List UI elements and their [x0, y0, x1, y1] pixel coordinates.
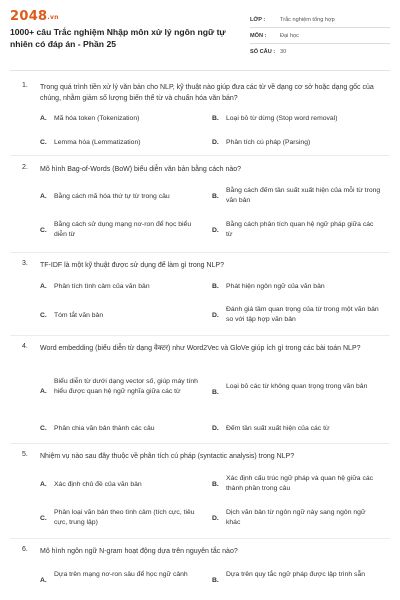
- option-text: Phát hiện ngôn ngữ của văn bản: [226, 283, 325, 290]
- question-number: 6.: [22, 546, 28, 553]
- option-text: Bằng cách đếm tần suất xuất hiện của mỗi từ trong văn bản: [226, 187, 381, 204]
- question-divider: [10, 155, 390, 156]
- option-text: Phân tích tình cảm của văn bản: [54, 283, 150, 290]
- option-text: Phân chia văn bản thành các câu: [54, 425, 155, 432]
- option-text: Loại bỏ các từ không quan trọng trong văn bản: [226, 383, 368, 390]
- option-text: Xác định cấu trúc ngữ pháp và quan hệ giữa các thành phần trong câu: [226, 475, 374, 492]
- option-letter: D.: [212, 425, 219, 432]
- option-text: Dựa trên mạng nơ-ron sâu để học ngữ cảnh: [54, 571, 188, 578]
- question-divider: [10, 335, 390, 336]
- question-text: Nhiệm vụ nào sau đây thuộc về phân tích cú pháp (syntactic analysis) trong NLP?: [40, 453, 295, 460]
- meta-label: LỚP :: [250, 16, 266, 23]
- option-text: Tóm tắt văn bản: [54, 312, 104, 319]
- meta-table: [250, 12, 390, 60]
- meta-row-class: [250, 12, 390, 28]
- option-text: Loại bỏ từ dừng (Stop word removal): [226, 115, 338, 122]
- question-number: 4.: [22, 343, 28, 350]
- option-text: Đánh giá tầm quan trọng của từ trong một văn bản so với tập hợp văn bản: [226, 306, 379, 323]
- meta-value: Trắc nghiệm tổng hợp: [280, 16, 335, 23]
- option-text: Bằng cách mã hóa thứ tự từ trong câu: [54, 193, 170, 200]
- option-text: Phân tích cú pháp (Parsing): [226, 139, 311, 146]
- question-divider: [10, 443, 390, 444]
- logo-text: 2048: [10, 9, 48, 24]
- option-letter: B.: [212, 115, 219, 122]
- question-text: Word embedding (biểu diễn từ dạng वेक्टर) như Word2Vec và GloVe giúp ích gì trong các bài toán NLP?: [40, 345, 361, 352]
- question-number: 1.: [22, 82, 28, 89]
- option-letter: A.: [40, 481, 47, 488]
- question-text: Mô hình ngôn ngữ N-gram hoạt động dựa trên nguyên tắc nào?: [40, 548, 238, 555]
- option-letter: C.: [40, 515, 47, 522]
- question-text: Trong quá trình tiền xử lý văn bản cho NLP, kỹ thuật nào giúp đưa các từ về dạng cơ sở hoặc dạng gốc của chúng, nhằm giảm số lượng biến thể từ và chuẩn hóa văn bản?: [40, 84, 374, 102]
- option-letter: C.: [40, 312, 47, 319]
- meta-row-subject: [250, 28, 390, 44]
- option-letter: A.: [40, 283, 47, 290]
- option-letter: A.: [40, 115, 47, 122]
- option-letter: C.: [40, 425, 47, 432]
- meta-label: SỐ CÂU :: [250, 49, 276, 55]
- option-text: Xác định chủ đề của văn bản: [54, 481, 142, 488]
- option-text: Biểu diễn từ dưới dạng vector số, giúp máy tính hiểu được quan hệ ngữ nghĩa giữa các từ: [54, 378, 198, 395]
- meta-label: MÔN :: [250, 32, 267, 39]
- meta-value: Đại học: [280, 32, 299, 39]
- option-letter: B.: [212, 577, 219, 584]
- option-text: Dựa trên quy tắc ngữ pháp được lập trình sẵn: [226, 571, 366, 578]
- question-text: Mô hình Bag-of-Words (BoW) biểu diễn văn bản bằng cách nào?: [40, 166, 242, 173]
- option-text: Phân loại văn bản theo tình cảm (tích cực, tiêu cực, trung lập): [54, 509, 195, 526]
- option-letter: B.: [212, 193, 219, 200]
- page-title: 1000+ câu Trắc nghiệm Nhập môn xử lý ngôn ngữ tự nhiên có đáp án - Phần 25: [10, 27, 226, 49]
- option-letter: A.: [40, 577, 47, 584]
- option-text: Dịch văn bản từ ngôn ngữ này sang ngôn ngữ khác: [226, 509, 366, 526]
- question-text: TF-IDF là một kỹ thuật được sử dụng để làm gì trong NLP?: [40, 262, 224, 269]
- option-letter: D.: [212, 139, 219, 146]
- header-divider: [10, 70, 390, 71]
- site-logo[interactable]: [10, 9, 59, 24]
- option-letter: B.: [212, 389, 219, 396]
- option-letter: C.: [40, 227, 47, 234]
- question-number: 2.: [22, 164, 28, 171]
- question-number: 5.: [22, 451, 28, 458]
- option-letter: D.: [212, 515, 219, 522]
- option-letter: D.: [212, 227, 219, 234]
- option-text: Bằng cách sử dụng mạng nơ-ron để học biểu diễn từ: [54, 221, 192, 238]
- question-divider: [10, 252, 390, 253]
- logo-suffix: .vn: [47, 14, 59, 21]
- question-number: 3.: [22, 260, 28, 267]
- question-divider: [10, 538, 390, 539]
- document-header: [0, 0, 400, 66]
- option-letter: B.: [212, 481, 219, 488]
- option-letter: A.: [40, 388, 47, 395]
- option-text: Lemma hóa (Lemmatization): [54, 139, 141, 146]
- option-text: Mã hóa token (Tokenization): [54, 115, 140, 122]
- option-letter: B.: [212, 283, 219, 290]
- option-text: Đếm tần suất xuất hiện của các từ: [226, 425, 330, 432]
- option-letter: C.: [40, 139, 47, 146]
- option-letter: A.: [40, 193, 47, 200]
- meta-value: 30: [280, 49, 287, 55]
- option-text: Bằng cách phân tích quan hệ ngữ pháp giữa các từ: [226, 221, 374, 238]
- meta-row-count: [250, 44, 390, 60]
- option-letter: D.: [212, 312, 219, 319]
